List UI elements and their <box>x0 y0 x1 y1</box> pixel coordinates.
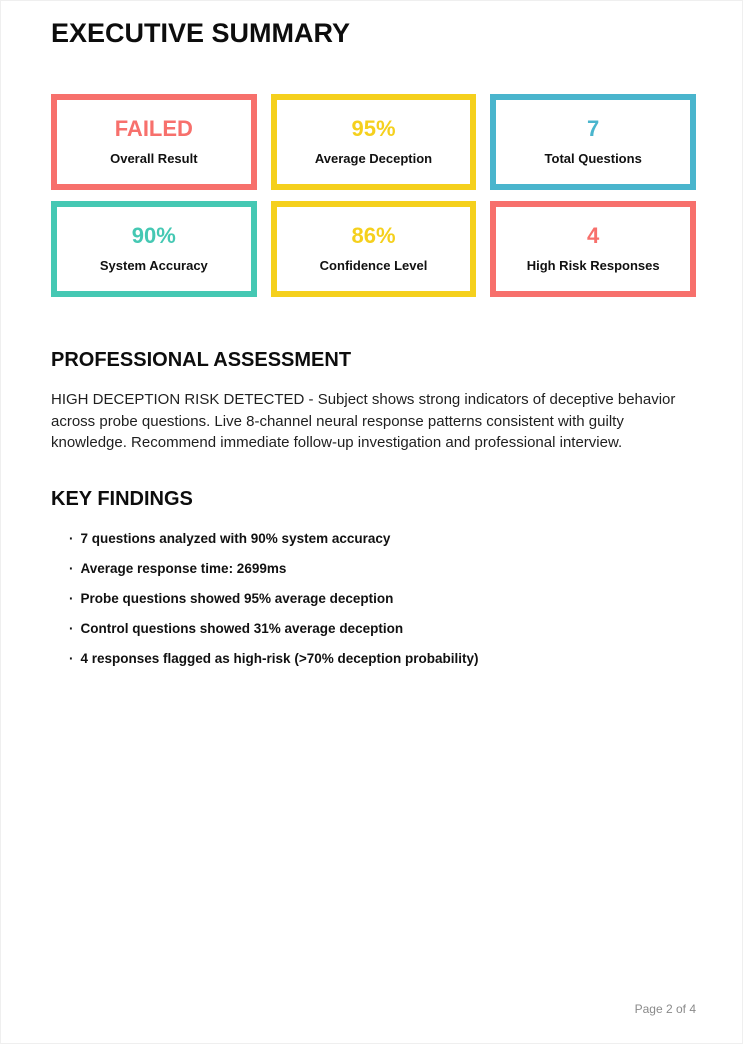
key-findings-heading: KEY FINDINGS <box>51 487 193 510</box>
finding-item <box>69 591 696 606</box>
stat-value: FAILED <box>114 116 193 141</box>
stat-card <box>490 94 696 190</box>
page-number: Page 2 of 4 <box>634 1002 696 1016</box>
assessment-body: HIGH DECEPTION RISK DETECTED - Subject shows strong indicators of deceptive behavior across probe questions. Live 8-channel neural response patterns consistent with guilty knowledge. Recommend immediate follow-up investigation and professional interview. <box>51 391 676 451</box>
bullet-dot-icon: · <box>69 650 74 666</box>
finding-text: Average response time: 2699ms <box>80 560 287 576</box>
stat-value: 90% <box>131 223 176 248</box>
stat-value: 4 <box>587 223 600 248</box>
stat-card <box>271 94 477 190</box>
stat-card <box>51 94 257 190</box>
stat-value: 7 <box>587 116 600 141</box>
finding-text: Control questions showed 31% average deception <box>80 620 404 636</box>
bullet-dot-icon: · <box>69 620 74 636</box>
stat-value: 95% <box>351 116 396 141</box>
stat-label: Confidence Level <box>319 258 428 273</box>
stat-label: Average Deception <box>314 151 433 166</box>
stat-card <box>490 201 696 297</box>
stat-label: High Risk Responses <box>526 258 660 273</box>
stat-card <box>271 201 477 297</box>
finding-item <box>69 531 696 546</box>
bullet-dot-icon: · <box>69 590 74 606</box>
stat-label: Overall Result <box>110 151 198 166</box>
page-title: EXECUTIVE SUMMARY <box>51 18 351 48</box>
bullet-dot-icon: · <box>69 560 74 576</box>
findings-list <box>51 531 696 666</box>
finding-item <box>69 561 696 576</box>
stat-card <box>51 201 257 297</box>
finding-item <box>69 621 696 636</box>
stat-label: System Accuracy <box>99 258 208 273</box>
finding-text: 4 responses flagged as high-risk (>70% deception probability) <box>80 650 479 666</box>
finding-item <box>69 651 696 666</box>
stat-value: 86% <box>351 223 396 248</box>
finding-text: Probe questions showed 95% average deception <box>80 590 394 606</box>
stat-label: Total Questions <box>544 151 642 166</box>
assessment-heading: PROFESSIONAL ASSESSMENT <box>51 349 352 371</box>
bullet-dot-icon: · <box>69 530 74 546</box>
stats-grid <box>51 94 696 297</box>
finding-text: 7 questions analyzed with 90% system accuracy <box>80 530 391 546</box>
